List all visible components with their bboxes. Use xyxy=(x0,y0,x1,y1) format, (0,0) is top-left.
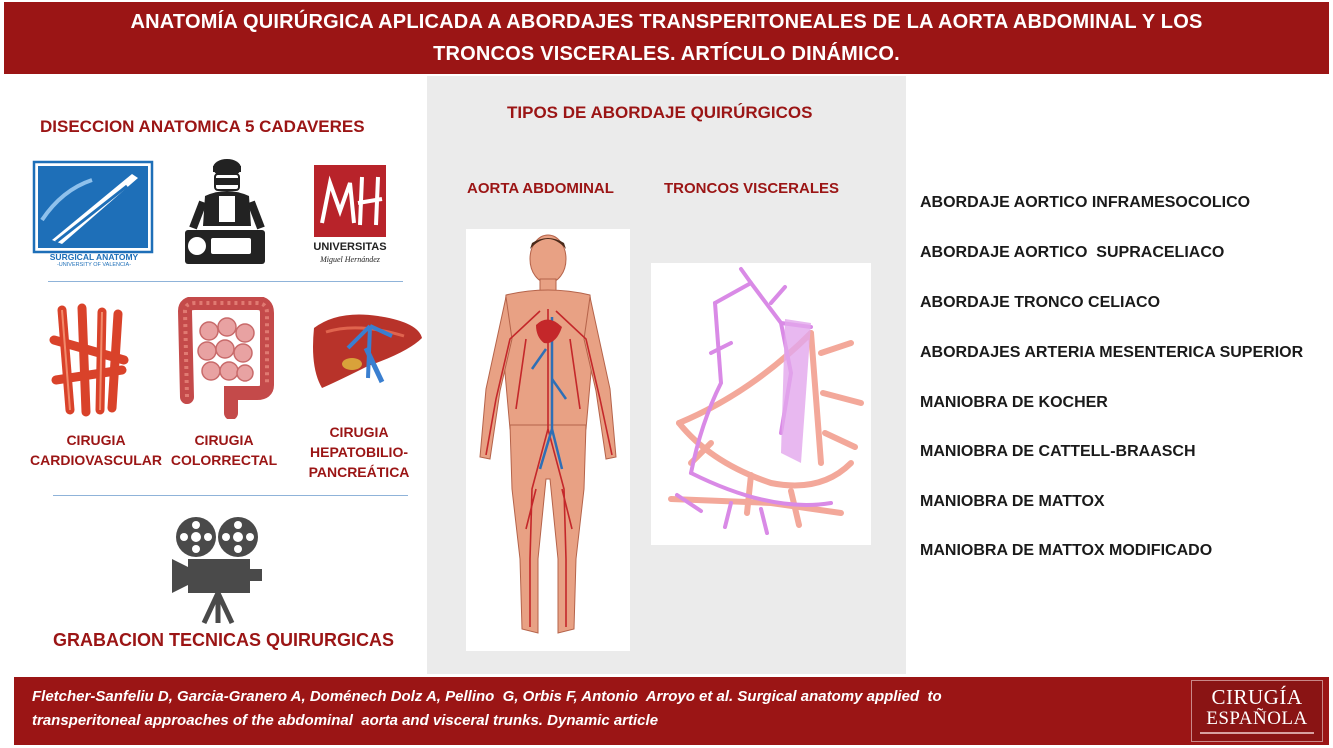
university-valencia-label: -UNIVERSITY OF VALENCIA- xyxy=(56,262,132,268)
miguel-hernandez-label: Miguel Hernández xyxy=(320,255,380,264)
approach-item-inframesocolico: ABORDAJE AORTICO INFRAMESOCOLICO xyxy=(920,194,1251,211)
cardiovascular-illustration xyxy=(48,300,130,418)
citation-footer xyxy=(14,677,1329,745)
approach-item-cattell-braasch: MANIOBRA DE CATTELL-BRAASCH xyxy=(920,443,1196,460)
logo-line-1: CIRUGÍA xyxy=(1211,685,1303,709)
divider-top xyxy=(48,281,403,282)
surgical-anatomy-label: SURGICAL ANATOMY xyxy=(49,252,139,262)
visceral-trunks-heading: TRONCOS VISCERALES xyxy=(664,180,840,197)
colorectal-illustration xyxy=(175,297,275,419)
approach-types-heading: TIPOS DE ABORDAJE QUIRÚRGICOS xyxy=(507,103,813,122)
approach-item-supraceliaco: ABORDAJE AORTICO SUPRACELIACO xyxy=(920,244,1225,261)
specialty-caption-hepatobiliary: CIRUGIA HEPATOBILIO- PANCREÁTICA xyxy=(308,424,410,480)
title-line-1: ANATOMÍA QUIRÚRGICA APLICADA A ABORDAJES TRANSPERITONEALES DE LA AORTA ABDOMINAL Y LOS xyxy=(130,11,1203,33)
universitas-label: UNIVERSITAS xyxy=(313,241,387,253)
citation-text xyxy=(32,685,1152,733)
approach-item-mattox-modificado: MANIOBRA DE MATTOX MODIFICADO xyxy=(920,542,1213,559)
recording-heading: GRABACION TECNICAS QUIRURGICAS xyxy=(53,630,395,650)
approach-item-mesenterica-superior: ABORDAJES ARTERIA MESENTERICA SUPERIOR xyxy=(920,344,1304,361)
visceral-trunks-illustration xyxy=(651,263,871,545)
approach-item-kocher: MANIOBRA DE KOCHER xyxy=(920,394,1108,411)
specialty-caption-cardiovascular: CIRUGIA CARDIOVASCULAR xyxy=(30,432,162,468)
citation-line-2: transperitoneal approaches of the abdominal aorta and visceral trunks. Dynamic article xyxy=(32,712,659,729)
logo-underline xyxy=(1200,732,1314,734)
approach-item-tronco-celiaco: ABORDAJE TRONCO CELIACO xyxy=(920,294,1161,311)
aorta-anatomy-illustration xyxy=(466,229,630,651)
surgical-anatomy-logo xyxy=(32,160,156,270)
divider-bottom xyxy=(53,495,408,496)
surgeon-icon xyxy=(185,156,265,264)
logo-line-2: ESPAÑOLA xyxy=(1206,708,1308,729)
title-banner xyxy=(4,2,1329,74)
cirugia-espanola-logo xyxy=(1191,680,1323,742)
film-camera-icon xyxy=(170,515,266,625)
hepatobiliary-illustration xyxy=(308,308,426,398)
title-line-2: TRONCOS VISCERALES. ARTÍCULO DINÁMICO. xyxy=(433,43,900,65)
dissection-heading: DISECCION ANATOMICA 5 CADAVERES xyxy=(40,117,365,136)
approach-item-mattox: MANIOBRA DE MATTOX xyxy=(920,493,1105,510)
aorta-abdominal-heading: AORTA ABDOMINAL xyxy=(467,180,614,197)
specialty-caption-colorrectal: CIRUGIA COLORRECTAL xyxy=(170,432,278,468)
umh-logo xyxy=(310,163,390,267)
citation-line-1: Fletcher-Sanfeliu D, Garcia-Granero A, Doménech Dolz A, Pellino G, Orbis F, Antonio Arroyo et al. Surgical anatomy applied to xyxy=(32,688,942,705)
